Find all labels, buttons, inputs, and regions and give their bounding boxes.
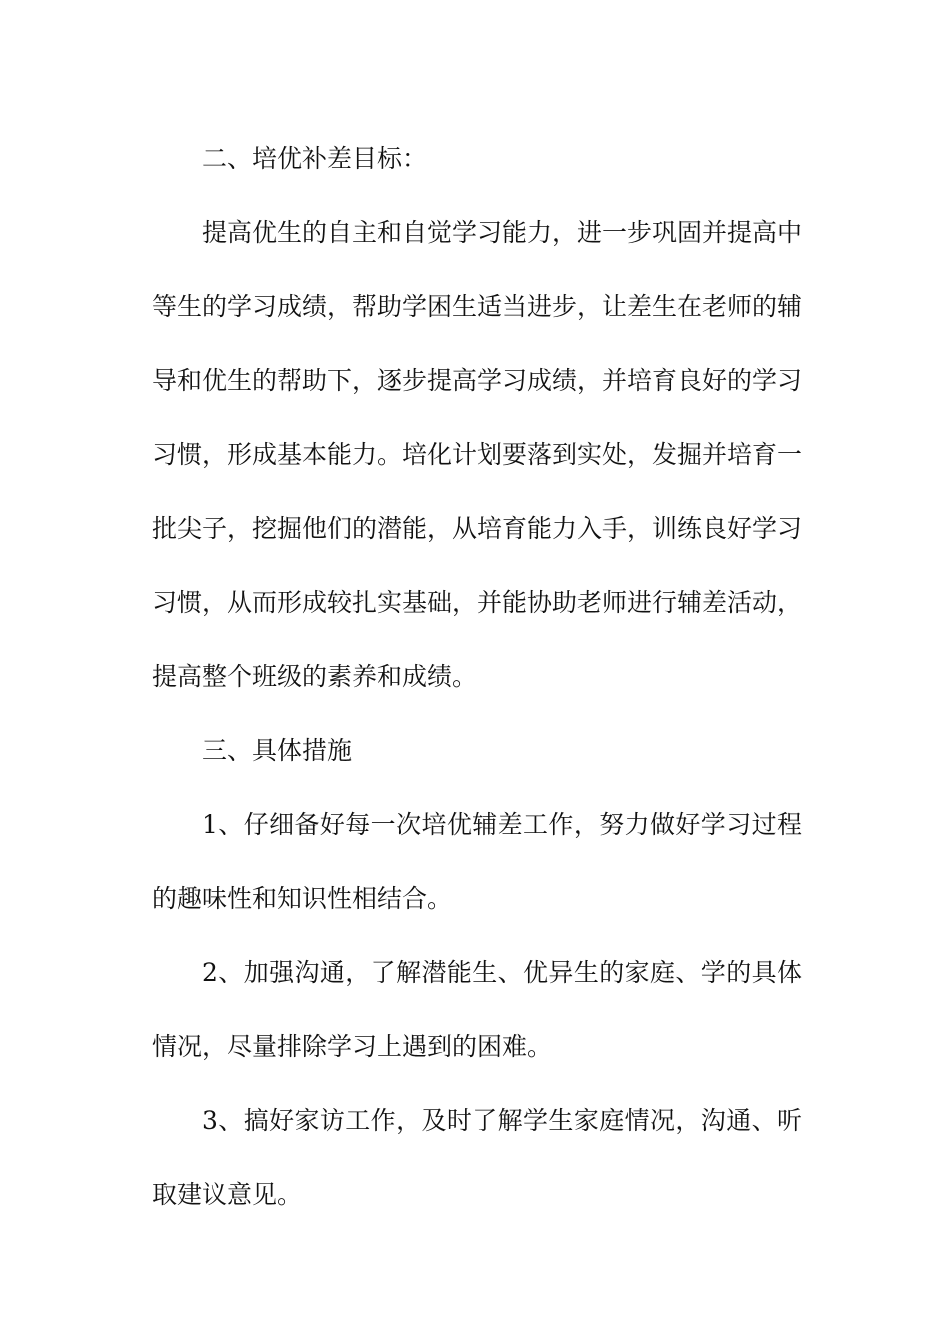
section-heading-goals: 二、培优补差目标： — [202, 144, 428, 173]
document-body — [152, 122, 802, 1232]
measure-item-3: 3、搞好家访工作，及时了解学生家庭情况，沟通、听取建议意见。 — [152, 1106, 802, 1209]
section-heading-measures: 三、具体措施 — [202, 736, 353, 765]
measure-item-2: 2、加强沟通，了解潜能生、优异生的家庭、学的具体情况，尽量排除学习上遇到的困难。 — [152, 958, 802, 1061]
goals-paragraph: 提高优生的自主和自觉学习能力，进一步巩固并提高中等生的学习成绩，帮助学困生适当进步，让差生在老师的辅导和优生的帮助下，逐步提高学习成绩，并培育良好的学习习惯，形成基本能力。培化计划要落到实处，发掘并培育一批尖子，挖掘他们的潜能，从培育能力入手，训练良好学习习惯，从而形成较扎实基础，并能协助老师进行辅差活动，提高整个班级的素养和成绩。 — [152, 218, 803, 691]
measure-item-1: 1、仔细备好每一次培优辅差工作，努力做好学习过程的趣味性和知识性相结合。 — [152, 810, 802, 913]
